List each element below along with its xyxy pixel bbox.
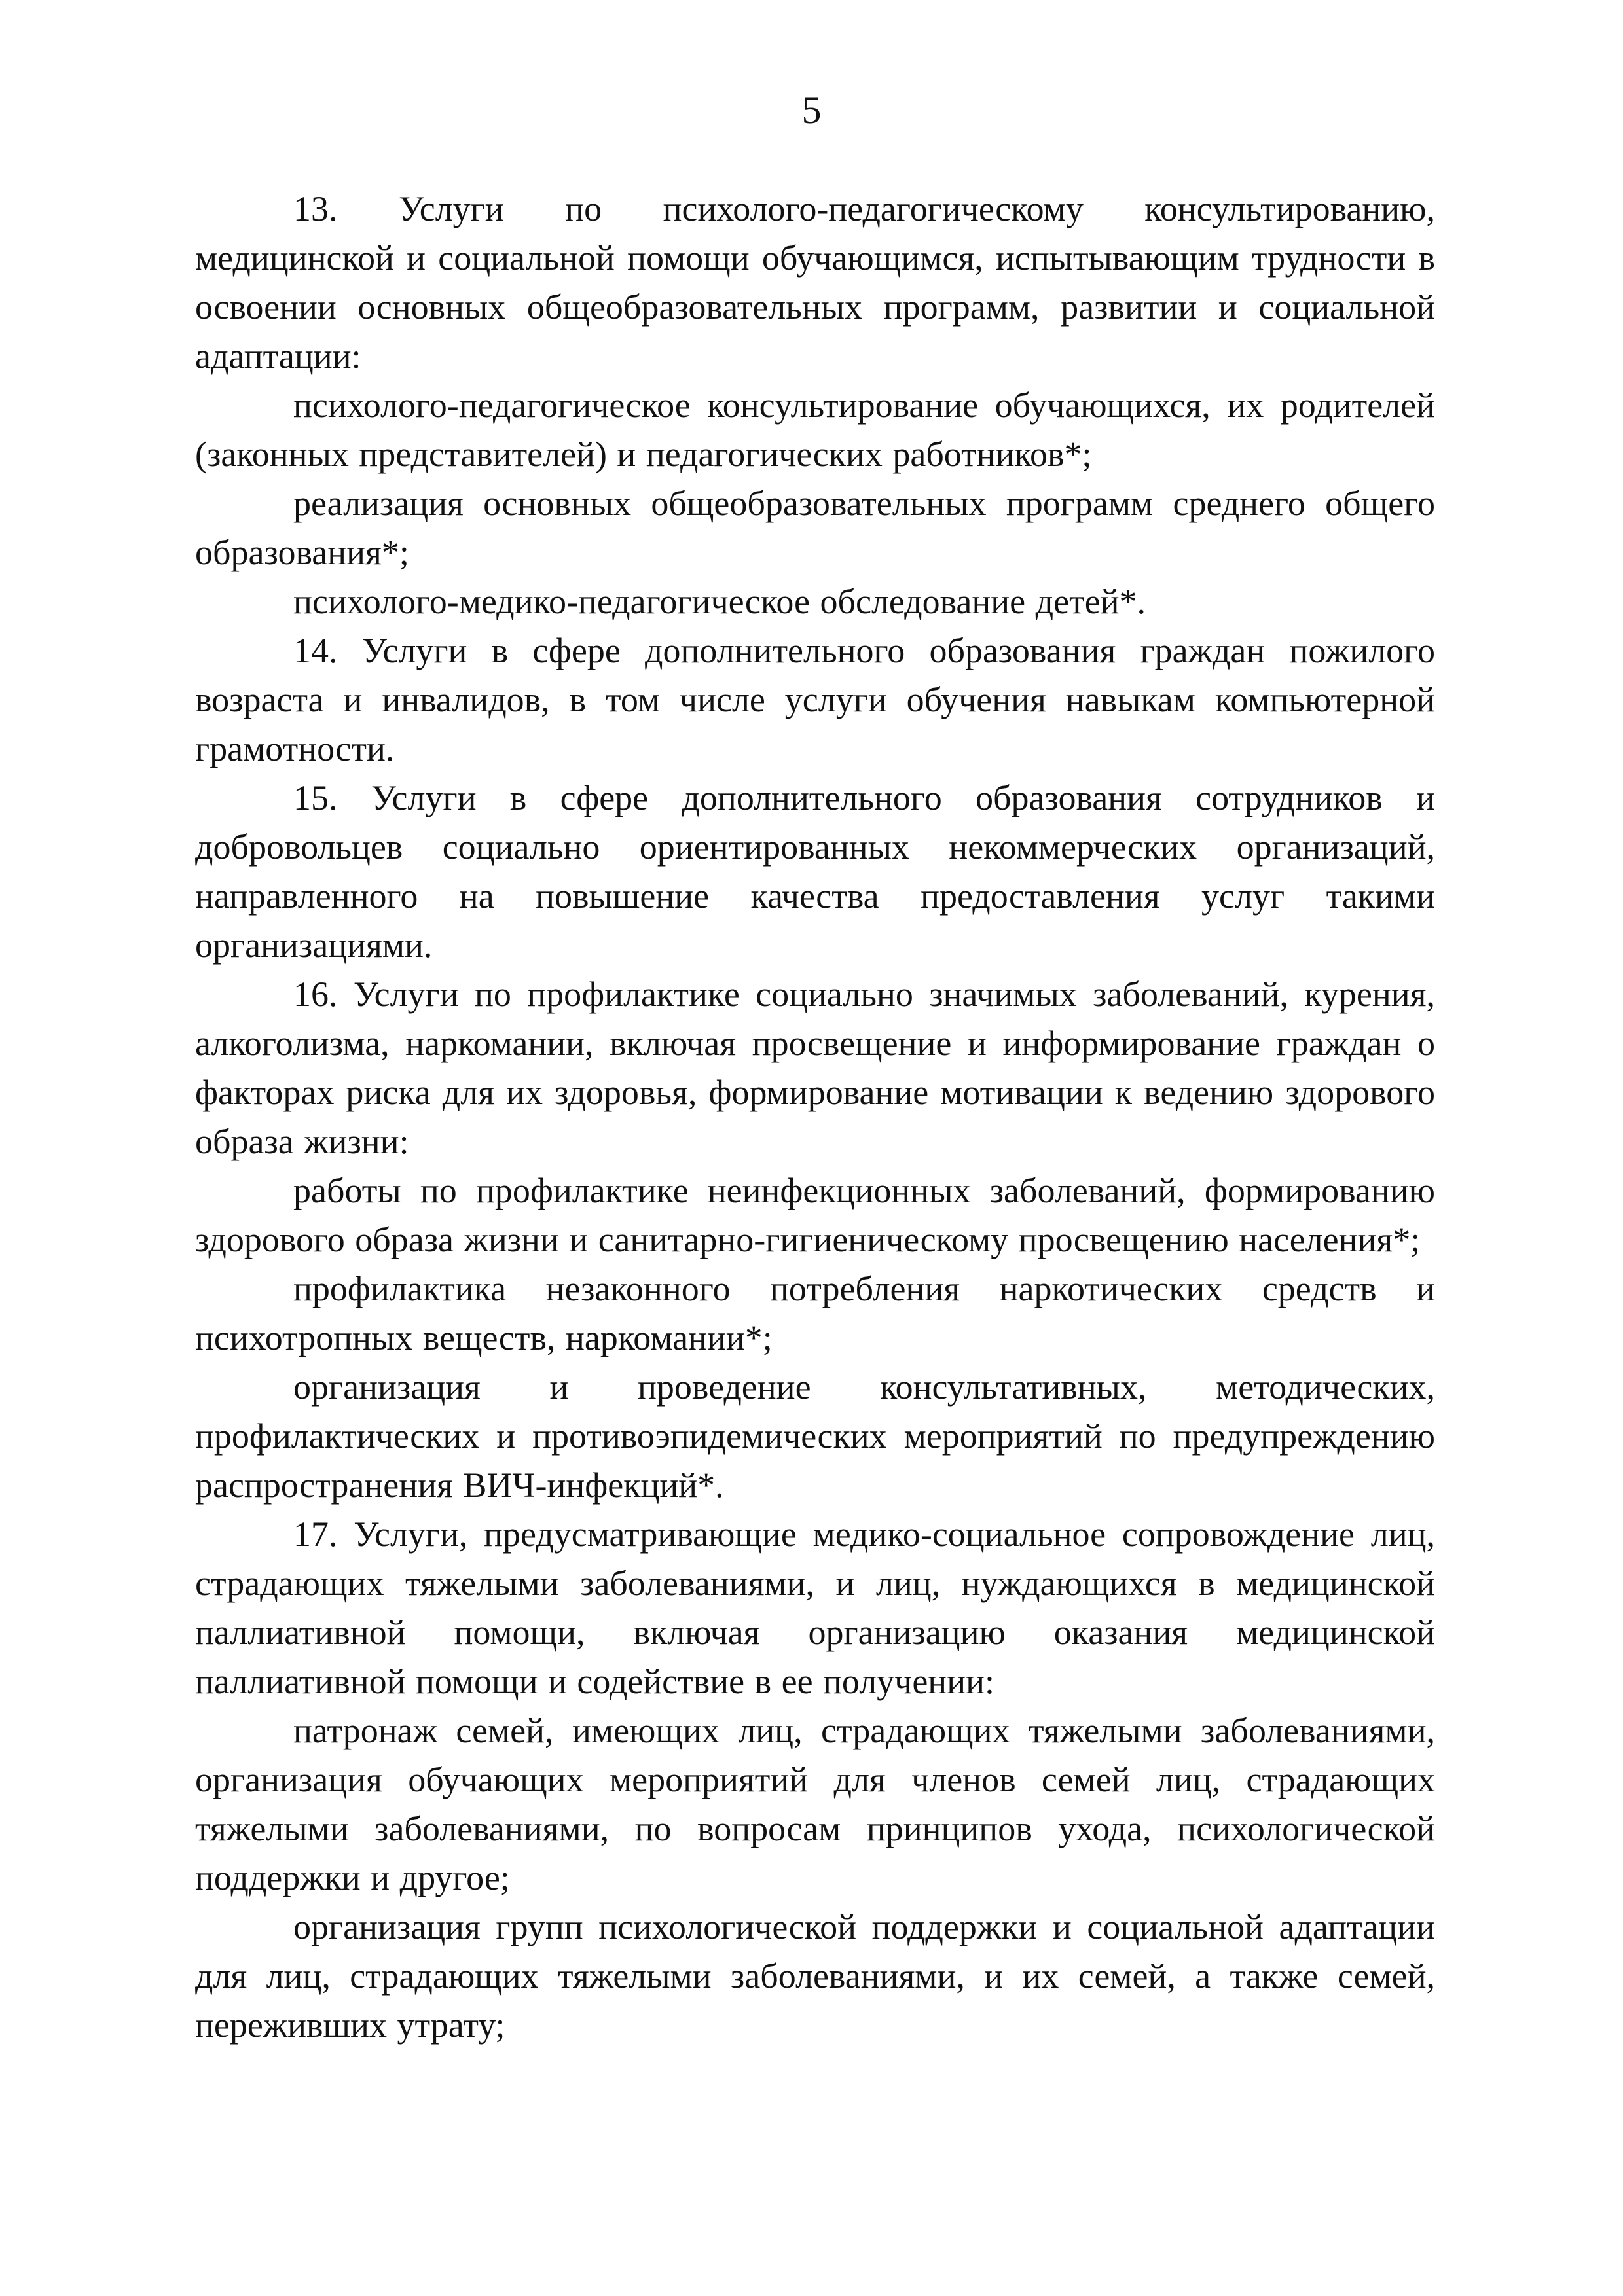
paragraph-17-item-1: патронаж семей, имеющих лиц, страдающих тяжелыми заболеваниями, организация обучающих мероприятий для членов семей лиц, страдающих тяжелыми заболеваниями, по вопросам принципов ухода, психологической поддержки и другое;: [195, 1711, 1435, 1897]
paragraph-13: 13. Услуги по психолого-педагогическому консультированию, медицинской и социальной помощи обучающимся, испытывающим трудности в освоении основных общеобразовательных программ, развитии и социальной адаптации:: [195, 189, 1435, 376]
document-body: [195, 185, 1435, 2050]
paragraph-15: 15. Услуги в сфере дополнительного образования сотрудников и добровольцев социально ориентированных некоммерческих организаций, направленного на повышение качества предоставления услуг такими организациями.: [195, 778, 1435, 965]
paragraph-16-item-1: работы по профилактике неинфекционных заболеваний, формированию здорового образа жизни и санитарно-гигиеническому просвещению населения*;: [195, 1171, 1435, 1259]
paragraph-13-item-3: психолого-медико-педагогическое обследование детей*.: [293, 582, 1146, 621]
paragraph-17-item-2: организация групп психологической поддержки и социальной адаптации для лиц, страдающих тяжелыми заболеваниями, и их семей, а также семей, переживших утрату;: [195, 1907, 1435, 2045]
paragraph-13-item-1: психолого-педагогическое консультирование обучающихся, их родителей (законных представителей) и педагогических работников*;: [195, 386, 1435, 474]
paragraph-16-item-2: профилактика незаконного потребления наркотических средств и психотропных веществ, наркомании*;: [195, 1269, 1435, 1357]
paragraph-13-item-2: реализация основных общеобразовательных программ среднего общего образования*;: [195, 484, 1435, 572]
paragraph-16-item-3: организация и проведение консультативных, методических, профилактических и противоэпидемических мероприятий по предупреждению распространения ВИЧ-инфекций*.: [195, 1367, 1435, 1505]
paragraph-14: 14. Услуги в сфере дополнительного образования граждан пожилого возраста и инвалидов, в том числе услуги обучения навыкам компьютерной грамотности.: [195, 631, 1435, 768]
page-number: 5: [801, 88, 822, 132]
paragraph-17: 17. Услуги, предусматривающие медико-социальное сопровождение лиц, страдающих тяжелыми заболеваниями, и лиц, нуждающихся в медицинской паллиативной помощи, включая организацию оказания медицинской паллиативной помощи и содействие в ее получении:: [195, 1515, 1435, 1701]
paragraph-16: 16. Услуги по профилактике социально значимых заболеваний, курения, алкоголизма, наркомании, включая просвещение и информирование граждан о факторах риска для их здоровья, формирование мотивации к ведению здорового образа жизни:: [195, 975, 1435, 1161]
